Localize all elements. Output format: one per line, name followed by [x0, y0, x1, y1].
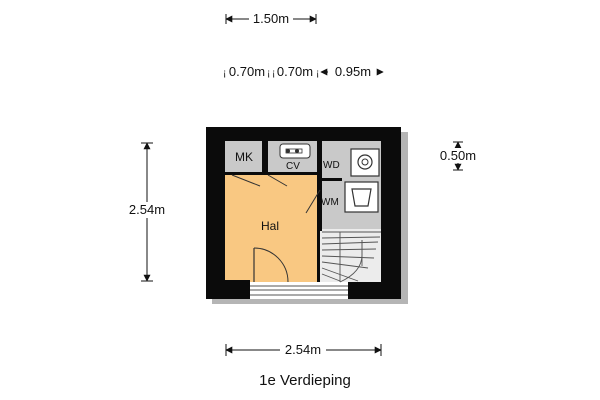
dryer-icon: [351, 149, 379, 176]
partition-service-bottom: [225, 172, 321, 175]
dim-label-top-seg2: 0.70m: [276, 64, 314, 79]
room-label-mk: MK: [235, 150, 253, 164]
plan-title: 1e Verdieping: [259, 372, 351, 389]
dim-seg-sep1: ¡: [223, 68, 227, 79]
room-label-cv: CV: [286, 161, 300, 172]
cv-boiler-dot1-icon: [286, 149, 290, 153]
dim-label-top-total: 1.50m: [252, 11, 290, 26]
room-label-wd: WD: [323, 160, 340, 171]
dim-seg-sep2: ¡: [267, 68, 271, 79]
partition-mk-cv: [262, 141, 268, 173]
dim-label-top-seg1: 0.70m: [228, 64, 266, 79]
dim-label-bottom: 2.54m: [284, 342, 322, 357]
partition-vertical: [317, 141, 322, 231]
partition-wd-wm: [322, 178, 342, 181]
room-label-hal: Hal: [261, 219, 280, 233]
dim-label-right: 0.50m: [439, 148, 477, 163]
dim-seg-sep3: ¡: [272, 68, 276, 79]
dim-label-top-seg3: 0.95m: [334, 64, 372, 79]
dim-label-left: 2.54m: [128, 202, 166, 217]
room-label-wm: WM: [321, 197, 339, 208]
cv-boiler-dot2-icon: [295, 149, 299, 153]
dim-seg-sep4: ¡: [316, 68, 320, 79]
washing-machine-icon: [345, 182, 378, 212]
